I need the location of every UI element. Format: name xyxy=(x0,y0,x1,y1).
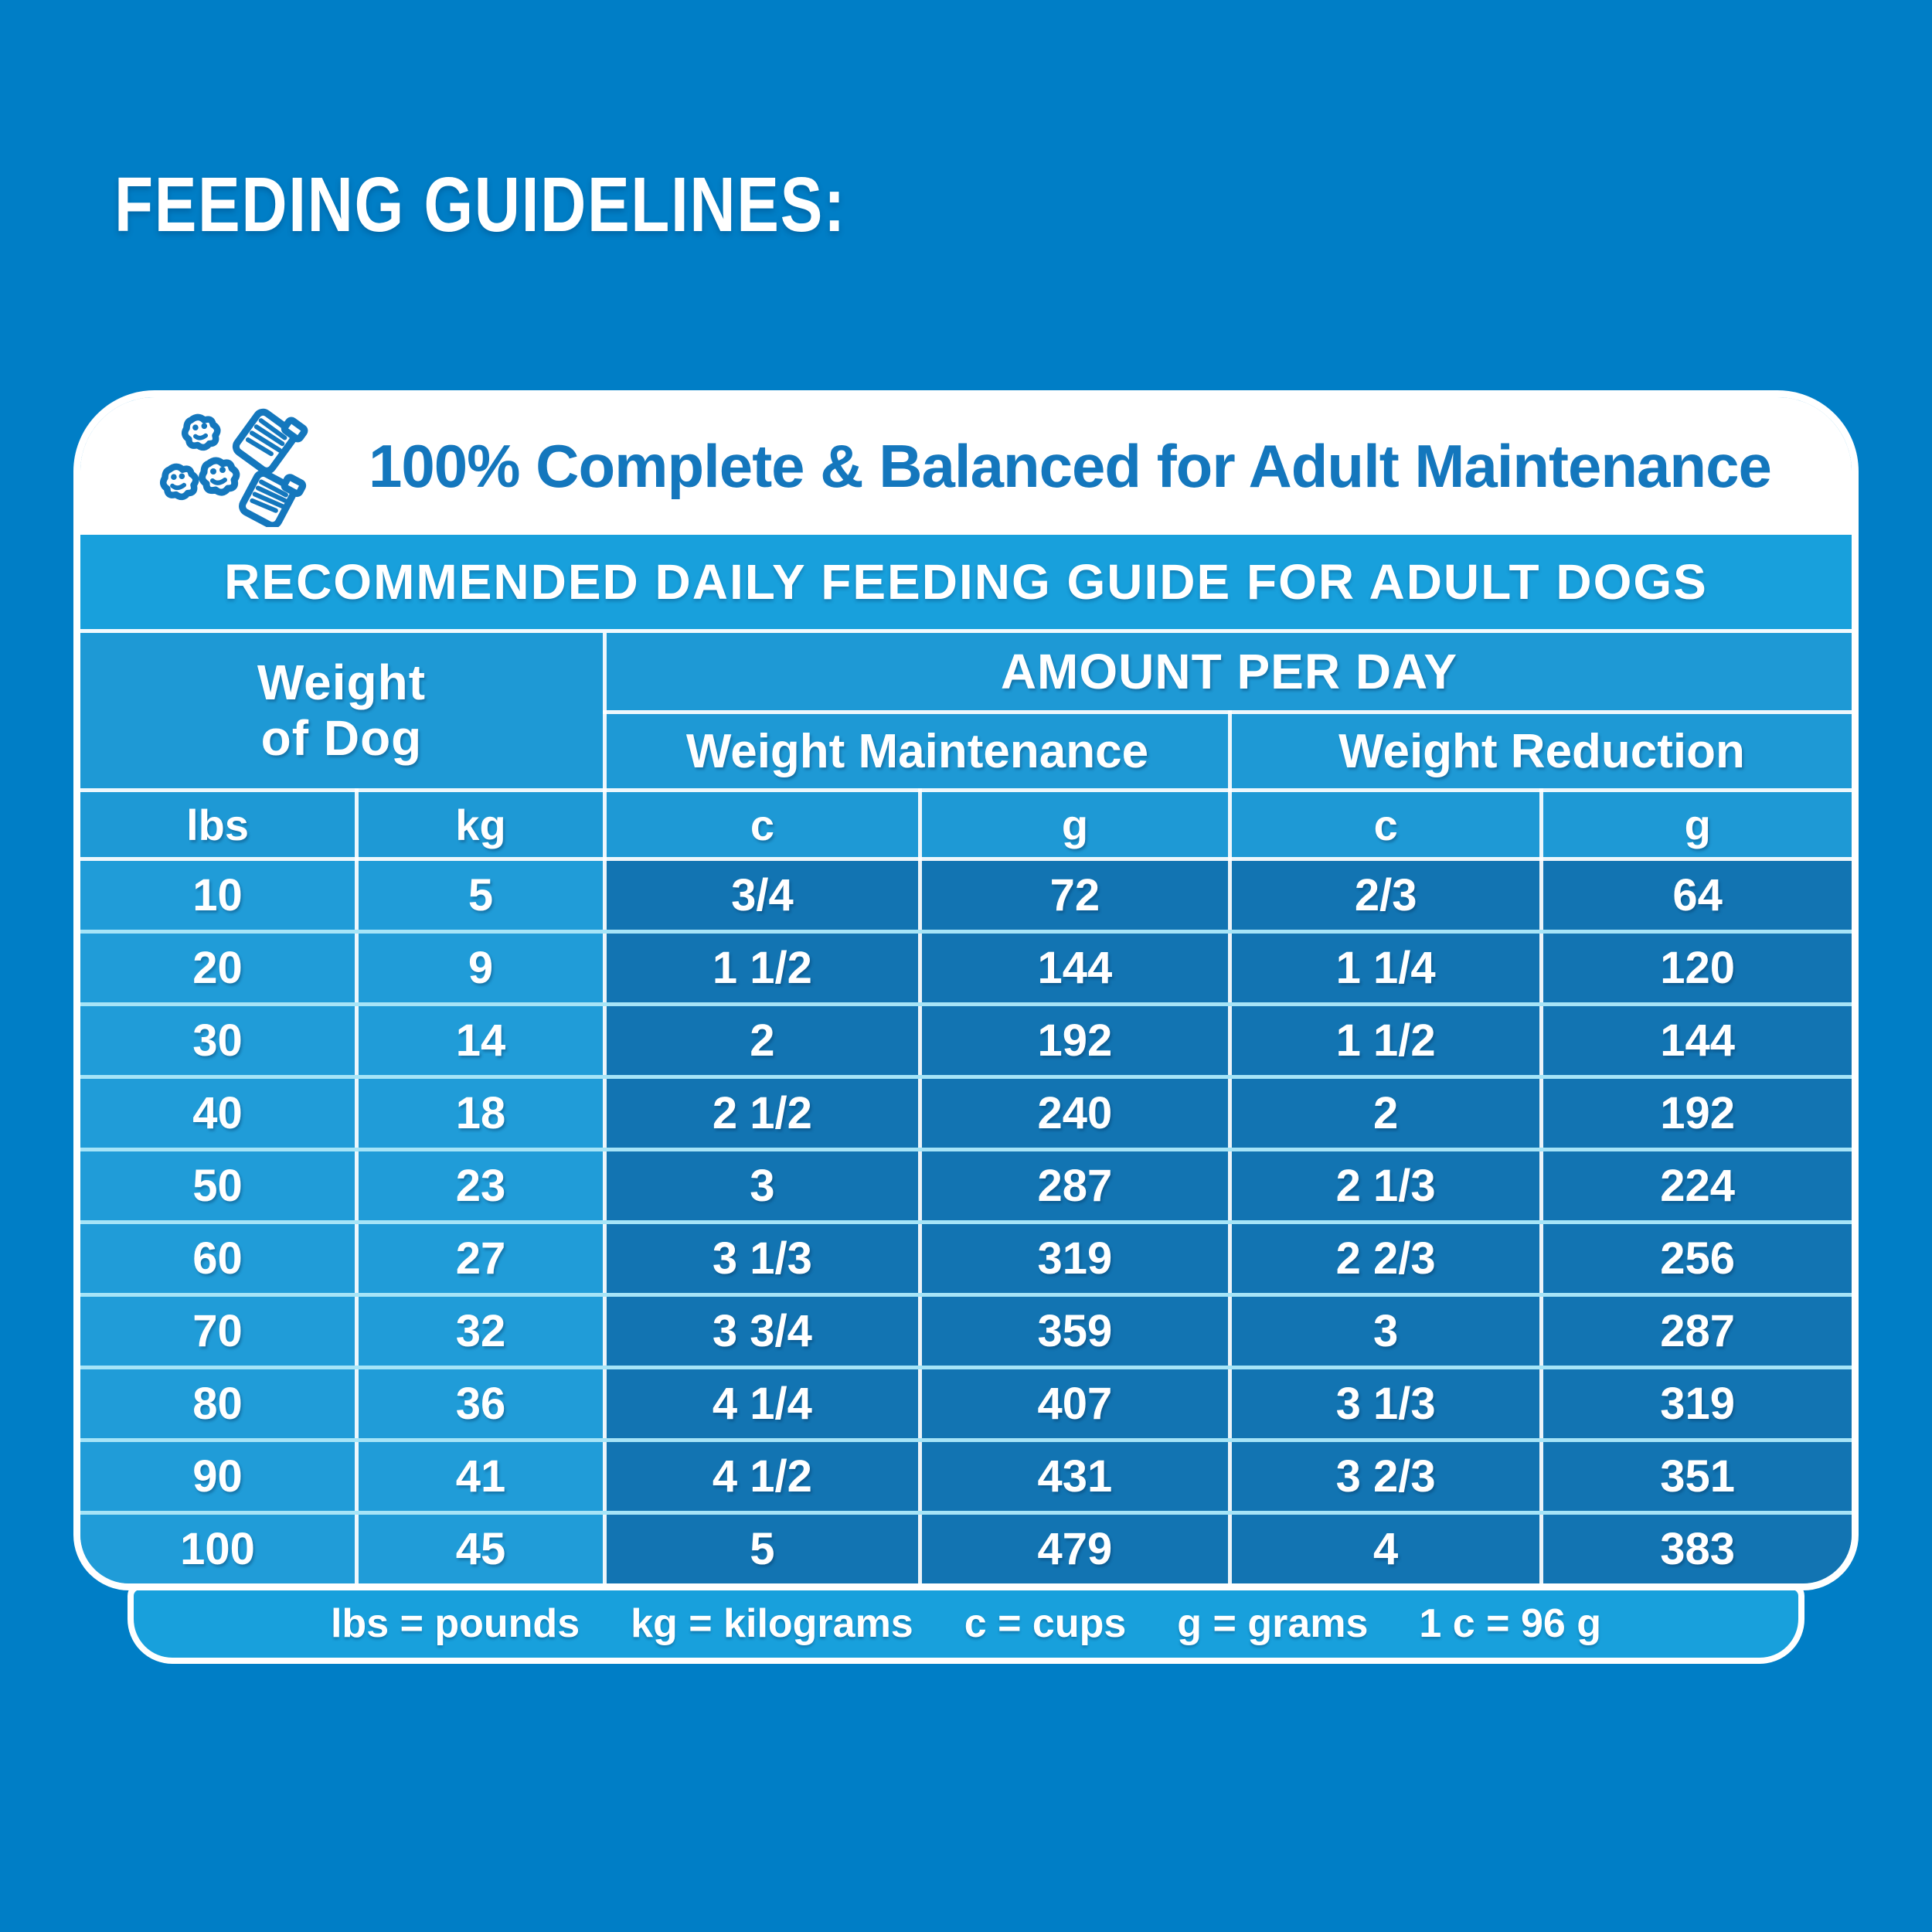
table-row xyxy=(80,1077,1852,1150)
table-cell-c-maintenance: 5 xyxy=(604,1513,920,1584)
header-amount-per-day: AMOUNT PER DAY xyxy=(604,633,1852,713)
table-cell-kg-weight: 45 xyxy=(357,1513,605,1584)
table-cell-lbs-weight: 80 xyxy=(80,1368,357,1440)
legend-item-lbs: lbs = pounds xyxy=(330,1601,580,1646)
legend-item-grams: g = grams xyxy=(1177,1601,1369,1646)
legend-bar xyxy=(128,1583,1804,1664)
table-cell-lbs-weight: 50 xyxy=(80,1150,357,1223)
header-weight-maintenance: Weight Maintenance xyxy=(604,713,1230,791)
table-cell-g-maintenance: 72 xyxy=(920,859,1230,932)
table-cell-lbs-weight: 100 xyxy=(80,1513,357,1584)
table-cell-c-reduction: 1 1/2 xyxy=(1230,1005,1541,1077)
table-cell-g-reduction: 383 xyxy=(1542,1513,1852,1584)
unit-grams-maintenance: g xyxy=(920,791,1230,859)
table-cell-lbs-weight: 60 xyxy=(80,1223,357,1295)
table-cell-c-maintenance: 4 1/4 xyxy=(604,1368,920,1440)
unit-kg: kg xyxy=(357,791,605,859)
table-cell-lbs-weight: 30 xyxy=(80,1005,357,1077)
table-cell-g-maintenance: 319 xyxy=(920,1223,1230,1295)
header-weight-line1: Weight xyxy=(257,654,427,710)
table-cell-g-maintenance: 359 xyxy=(920,1295,1230,1368)
table-cell-kg-weight: 41 xyxy=(357,1440,605,1513)
feeding-table-head xyxy=(80,633,1852,859)
header-weight-reduction: Weight Reduction xyxy=(1230,713,1852,791)
table-cell-c-reduction: 2 xyxy=(1230,1077,1541,1150)
feeding-table xyxy=(80,633,1852,1583)
table-cell-c-maintenance: 3 xyxy=(604,1150,920,1223)
header-row-units xyxy=(80,791,1852,859)
legend-item-cup-grams: 1 c = 96 g xyxy=(1419,1601,1602,1646)
unit-grams-reduction: g xyxy=(1542,791,1852,859)
table-cell-g-reduction: 144 xyxy=(1542,1005,1852,1077)
unit-lbs: lbs xyxy=(80,791,357,859)
table-cell-c-maintenance: 2 1/2 xyxy=(604,1077,920,1150)
kibble-and-measuring-cups-icon xyxy=(156,405,315,527)
table-cell-kg-weight: 14 xyxy=(357,1005,605,1077)
feeding-card-stack xyxy=(73,390,1859,1664)
table-cell-c-reduction: 1 1/4 xyxy=(1230,932,1541,1005)
table-cell-lbs-weight: 70 xyxy=(80,1295,357,1368)
legend-item-kg: kg = kilograms xyxy=(631,1601,913,1646)
table-cell-c-reduction: 4 xyxy=(1230,1513,1541,1584)
table-cell-kg-weight: 27 xyxy=(357,1223,605,1295)
header-weight-line2: of Dog xyxy=(260,709,423,766)
table-cell-c-maintenance: 3 3/4 xyxy=(604,1295,920,1368)
table-cell-c-maintenance: 3 1/3 xyxy=(604,1223,920,1295)
table-cell-g-reduction: 120 xyxy=(1542,932,1852,1005)
table-cell-g-maintenance: 144 xyxy=(920,932,1230,1005)
table-cell-g-maintenance: 287 xyxy=(920,1150,1230,1223)
table-cell-g-reduction: 224 xyxy=(1542,1150,1852,1223)
table-cell-g-reduction: 256 xyxy=(1542,1223,1852,1295)
legend-item-cups: c = cups xyxy=(964,1601,1127,1646)
table-cell-kg-weight: 23 xyxy=(357,1150,605,1223)
table-row xyxy=(80,1150,1852,1223)
table-cell-c-maintenance: 4 1/2 xyxy=(604,1440,920,1513)
table-cell-c-reduction: 3 1/3 xyxy=(1230,1368,1541,1440)
feeding-table-body xyxy=(80,859,1852,1584)
table-cell-lbs-weight: 10 xyxy=(80,859,357,932)
table-cell-g-reduction: 64 xyxy=(1542,859,1852,932)
table-cell-g-reduction: 192 xyxy=(1542,1077,1852,1150)
table-cell-kg-weight: 36 xyxy=(357,1368,605,1440)
table-cell-kg-weight: 9 xyxy=(357,932,605,1005)
table-cell-g-maintenance: 479 xyxy=(920,1513,1230,1584)
table-cell-kg-weight: 5 xyxy=(357,859,605,932)
table-row xyxy=(80,1368,1852,1440)
table-row xyxy=(80,1440,1852,1513)
table-row xyxy=(80,1005,1852,1077)
table-cell-g-maintenance: 240 xyxy=(920,1077,1230,1150)
header-row-groups xyxy=(80,633,1852,713)
table-cell-g-maintenance: 192 xyxy=(920,1005,1230,1077)
table-cell-g-maintenance: 431 xyxy=(920,1440,1230,1513)
table-row xyxy=(80,1513,1852,1584)
table-cell-c-reduction: 2/3 xyxy=(1230,859,1541,932)
table-cell-g-maintenance: 407 xyxy=(920,1368,1230,1440)
table-cell-c-maintenance: 1 1/2 xyxy=(604,932,920,1005)
table-cell-c-maintenance: 3/4 xyxy=(604,859,920,932)
banner-text: 100% Complete & Balanced for Adult Maintenance xyxy=(369,431,1771,500)
table-cell-lbs-weight: 20 xyxy=(80,932,357,1005)
unit-cups-maintenance: c xyxy=(604,791,920,859)
table-cell-g-reduction: 351 xyxy=(1542,1440,1852,1513)
table-cell-c-reduction: 2 1/3 xyxy=(1230,1150,1541,1223)
table-cell-kg-weight: 18 xyxy=(357,1077,605,1150)
header-weight-of-dog xyxy=(80,633,604,791)
table-cell-c-reduction: 2 2/3 xyxy=(1230,1223,1541,1295)
card-subtitle: RECOMMENDED DAILY FEEDING GUIDE FOR ADULT DOGS xyxy=(80,535,1852,633)
table-row xyxy=(80,932,1852,1005)
table-cell-lbs-weight: 40 xyxy=(80,1077,357,1150)
feeding-card xyxy=(73,390,1859,1590)
table-row xyxy=(80,859,1852,932)
table-cell-c-reduction: 3 2/3 xyxy=(1230,1440,1541,1513)
table-cell-c-maintenance: 2 xyxy=(604,1005,920,1077)
table-row xyxy=(80,1295,1852,1368)
table-cell-c-reduction: 3 xyxy=(1230,1295,1541,1368)
table-row xyxy=(80,1223,1852,1295)
card-banner xyxy=(80,397,1852,535)
page-title: FEEDING GUIDELINES: xyxy=(114,162,846,248)
table-cell-g-reduction: 287 xyxy=(1542,1295,1852,1368)
unit-cups-reduction: c xyxy=(1230,791,1541,859)
table-cell-kg-weight: 32 xyxy=(357,1295,605,1368)
table-cell-g-reduction: 319 xyxy=(1542,1368,1852,1440)
table-cell-lbs-weight: 90 xyxy=(80,1440,357,1513)
